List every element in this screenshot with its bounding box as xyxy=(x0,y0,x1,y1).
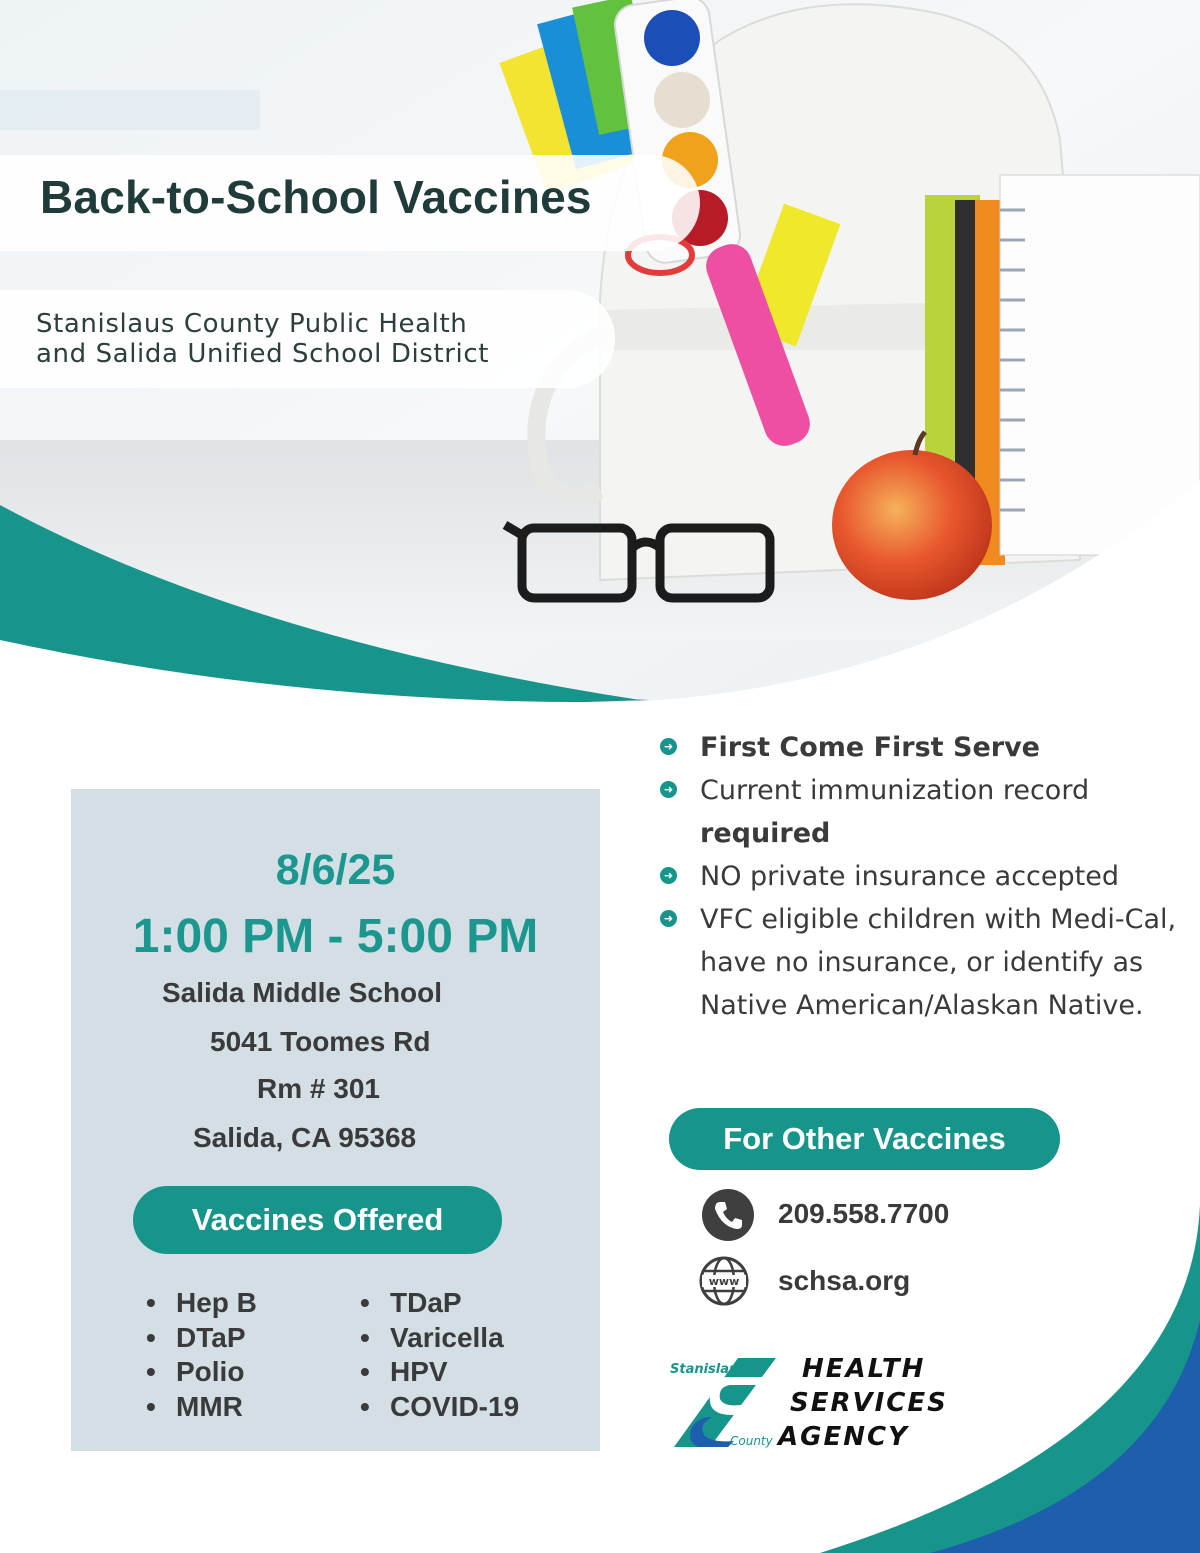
phone-icon xyxy=(702,1189,754,1241)
requirement-text: Native American/Alaskan Native. xyxy=(700,990,1144,1021)
requirement-text: VFC eligible children with Medi-Cal, xyxy=(700,904,1177,935)
event-date: 8/6/25 xyxy=(275,846,396,894)
requirement-text: have no insurance, or identify as xyxy=(700,947,1144,978)
logo-line1: HEALTH xyxy=(802,1354,926,1384)
logo-line3: AGENCY xyxy=(778,1422,909,1452)
arrow-icon: ➜ xyxy=(660,738,677,755)
logo-top-word: Stanislaus xyxy=(670,1362,747,1377)
globe-icon xyxy=(698,1255,750,1307)
event-time: 1:00 PM - 5:00 PM xyxy=(132,910,539,963)
logo-line2: SERVICES xyxy=(790,1388,948,1418)
list-item: • DTaP xyxy=(146,1321,346,1356)
list-item: • Polio xyxy=(146,1355,346,1390)
list-item: • COVID-19 xyxy=(360,1390,580,1425)
www-label: www xyxy=(708,1275,740,1288)
arrow-icon: ➜ xyxy=(660,910,677,927)
list-item: • HPV xyxy=(360,1355,580,1390)
list-item: • Varicella xyxy=(360,1321,580,1356)
website-link[interactable]: schsa.org xyxy=(778,1265,911,1296)
vaccines-offered-heading: Vaccines Offered xyxy=(133,1186,502,1254)
vaccine-list-right xyxy=(360,1286,580,1424)
logo-bottom-word: County xyxy=(730,1434,773,1448)
requirement-text: NO private insurance accepted xyxy=(700,861,1119,892)
requirement-text: Current immunization record xyxy=(700,775,1090,806)
location-city: Salida, CA 95368 xyxy=(193,1122,417,1153)
location-address: 5041 Toomes Rd xyxy=(210,1026,431,1057)
list-item: • TDaP xyxy=(360,1286,580,1321)
subtitle xyxy=(36,309,489,369)
vaccine-list-left xyxy=(146,1286,346,1424)
requirement-text-bold: required xyxy=(700,818,831,849)
other-vaccines-heading: For Other Vaccines xyxy=(669,1108,1060,1170)
stanislaus-county-logo xyxy=(668,1355,778,1450)
subtitle-line2: and Salida Unified School District xyxy=(36,339,490,369)
arrow-icon: ➜ xyxy=(660,781,677,798)
list-item: • Hep B xyxy=(146,1286,346,1321)
phone-number[interactable]: 209.558.7700 xyxy=(778,1198,950,1229)
location-room: Rm # 301 xyxy=(257,1073,380,1104)
list-item: • MMR xyxy=(146,1390,346,1425)
location-name: Salida Middle School xyxy=(162,977,443,1008)
subtitle-line1: Stanislaus County Public Health xyxy=(36,309,468,339)
arrow-icon: ➜ xyxy=(660,867,677,884)
requirement-text: First Come First Serve xyxy=(700,732,1040,763)
page-title: Back-to-School Vaccines xyxy=(40,171,592,223)
